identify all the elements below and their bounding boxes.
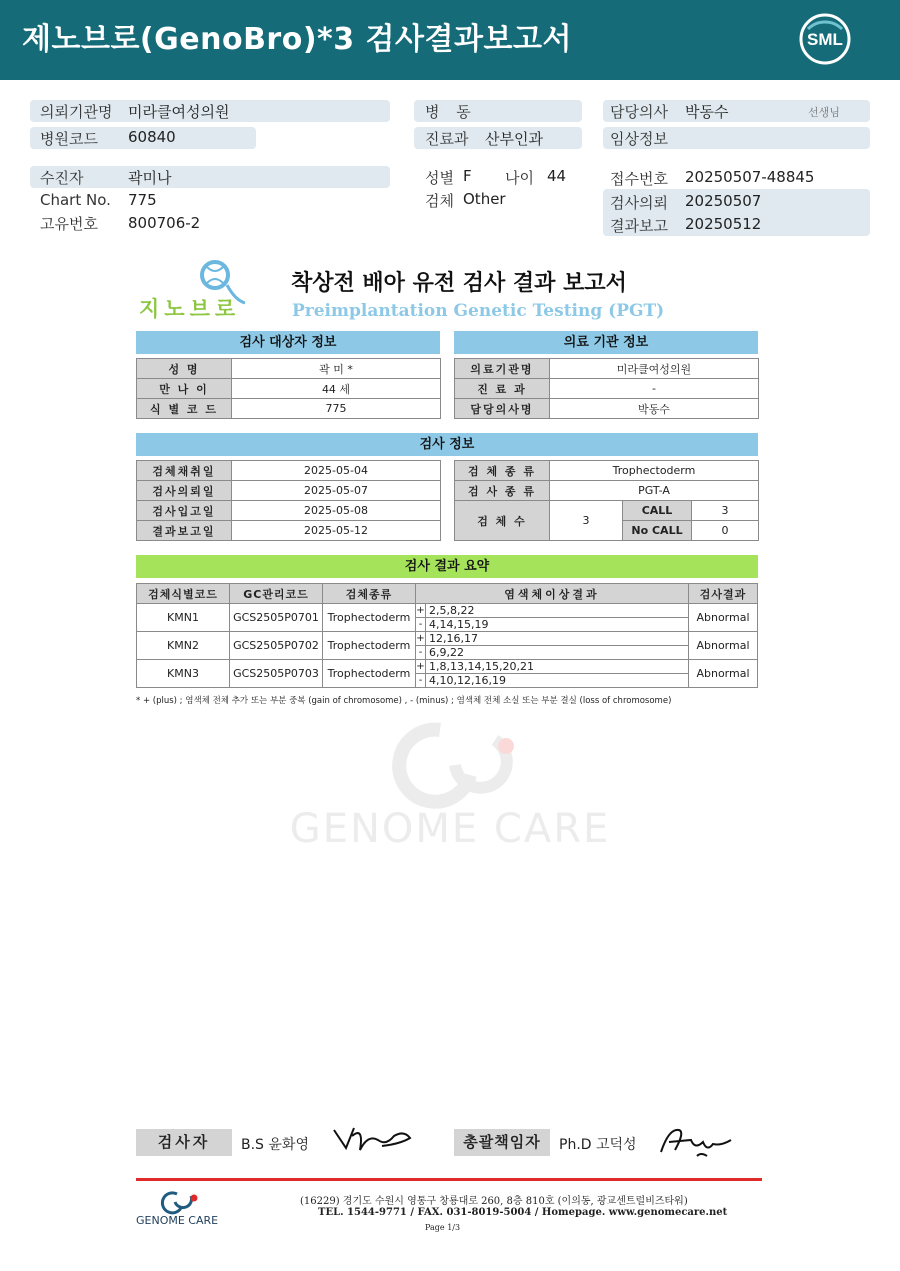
tester-signature (330, 1122, 415, 1157)
genobro-logo-text: 지노브로 (139, 297, 241, 321)
row2-type: Trophectoderm (323, 632, 416, 660)
page-title: 제노브로(GenoBro)*3 검사결과보고서 (22, 22, 572, 57)
watermark-text: GENOME CARE (289, 806, 611, 852)
test-dates-table (136, 460, 441, 541)
col-specimen-type: 검체종류 (323, 584, 416, 604)
age-value: 44 (547, 167, 567, 185)
unique-no-label: 고유번호 (40, 215, 98, 233)
subject-id-row (137, 399, 441, 419)
dept-label: 진료과 (425, 130, 469, 148)
summary-header: 검사 결과 요약 (136, 555, 758, 578)
dept-value: 산부인과 (485, 130, 543, 148)
row3-gc: GCS2505P0703 (230, 660, 323, 688)
watermark-logo (370, 710, 530, 810)
specimen-type-row (455, 461, 759, 481)
page-number: Page 1/3 (425, 1223, 461, 1232)
report-date-row (137, 521, 441, 541)
specimen-value: Other (463, 190, 506, 208)
col-gc-code: GC관리코드 (230, 584, 323, 604)
received-label: 검사입고일 (137, 501, 232, 521)
doctor-value: 박동수 (685, 103, 729, 121)
minus-sign: - (416, 674, 426, 688)
call-row (455, 501, 759, 521)
chart-no-label: Chart No. (40, 191, 111, 209)
inst-name-value: 미라클여성의원 (550, 359, 759, 379)
report-date-label: 결과보고일 (137, 521, 232, 541)
subject-name-label: 성 명 (137, 359, 232, 379)
subject-table (136, 358, 441, 419)
row2-id: KMN2 (137, 632, 230, 660)
call-label: CALL (623, 501, 692, 521)
ward-label: 병 동 (425, 103, 477, 121)
chief-signature (655, 1122, 735, 1160)
patient-label: 수진자 (40, 169, 84, 187)
result-report-value: 20250512 (685, 215, 762, 233)
nocall-label: No CALL (623, 521, 692, 541)
sml-logo-text: SML (807, 30, 843, 49)
count-value: 3 (550, 501, 623, 541)
report-date-value: 2025-05-12 (232, 521, 441, 541)
test-specimen-table (454, 460, 759, 541)
row2-gc: GCS2505P0702 (230, 632, 323, 660)
nocall-value: 0 (692, 521, 759, 541)
test-header: 검사 정보 (136, 433, 758, 456)
row1-gc: GCS2505P0701 (230, 604, 323, 632)
table-row (137, 604, 758, 618)
specimen-label: 검체 (425, 192, 454, 210)
clinical-label: 임상정보 (610, 130, 668, 148)
chief-name: Ph.D 고덕성 (559, 1137, 637, 1153)
sex-value: F (463, 167, 472, 185)
row1-type: Trophectoderm (323, 604, 416, 632)
subject-name-value: 곽 미 * (232, 359, 441, 379)
collect-row (137, 461, 441, 481)
inst-dept-label: 진 료 과 (455, 379, 550, 399)
subject-age-row (137, 379, 441, 399)
institution-value: 미라클여성의원 (128, 103, 230, 121)
chief-label: 총괄책임자 (454, 1129, 550, 1156)
doctor-label: 담당의사 (610, 103, 668, 121)
chart-no-value: 775 (128, 191, 157, 209)
subject-age-label: 만 나 이 (137, 379, 232, 399)
subject-header: 검사 대상자 정보 (136, 331, 440, 354)
specimen-type-value: Trophectoderm (550, 461, 759, 481)
sml-logo (798, 12, 852, 66)
genome-care-logo-text: GENOME CARE (136, 1214, 219, 1227)
request-label: 검사의뢰 (610, 194, 668, 212)
plus-sign: + (416, 633, 425, 644)
institution-header: 의료 기관 정보 (454, 331, 758, 354)
col-result: 검사결과 (689, 584, 758, 604)
hospital-code-label: 병원코드 (40, 130, 98, 148)
test-type-value: PGT-A (550, 481, 759, 501)
plus-sign: + (416, 661, 425, 672)
receipt-value: 20250507-48845 (685, 168, 815, 186)
count-label: 검 체 수 (455, 501, 550, 541)
institution-table (454, 358, 759, 419)
row1-plus: 2,5,8,22 (426, 604, 689, 618)
received-row (137, 501, 441, 521)
tester-label: 검사자 (136, 1129, 232, 1156)
row1-minus: 4,14,15,19 (426, 618, 689, 632)
subject-id-label: 식 별 코 드 (137, 399, 232, 419)
report-title-en: Preimplantation Genetic Testing (PGT) (292, 301, 665, 321)
subject-name-row (137, 359, 441, 379)
unique-no-value: 800706-2 (128, 214, 201, 232)
request-row (137, 481, 441, 501)
inst-dept-value: - (550, 379, 759, 399)
collect-label: 검체채취일 (137, 461, 232, 481)
row3-type: Trophectoderm (323, 660, 416, 688)
footer-divider (136, 1178, 762, 1181)
minus-sign: - (416, 646, 426, 660)
received-value: 2025-05-08 (232, 501, 441, 521)
genome-care-logo (157, 1188, 201, 1216)
row3-plus: 1,8,13,14,15,20,21 (426, 660, 689, 674)
inst-name-row (455, 359, 759, 379)
inst-doctor-value: 박동수 (550, 399, 759, 419)
plus-sign: + (416, 605, 425, 616)
hospital-code-value: 60840 (128, 128, 176, 146)
row1-result: Abnormal (689, 604, 758, 632)
row2-result: Abnormal (689, 632, 758, 660)
test-type-row (455, 481, 759, 501)
summary-header-row (137, 584, 758, 604)
collect-value: 2025-05-04 (232, 461, 441, 481)
institution-label: 의뢰기관명 (40, 103, 113, 121)
footnote: * + (plus) ; 염색체 전체 추가 또는 부분 중복 (gain of chromosome) , - (minus) ; 염색체 전체 소실 또는 부분 결실 (loss of chromosome) (136, 696, 672, 706)
age-label: 나이 (505, 169, 534, 187)
row3-id: KMN3 (137, 660, 230, 688)
col-specimen-id: 검체식별코드 (137, 584, 230, 604)
row1-id: KMN1 (137, 604, 230, 632)
test-request-label: 검사의뢰일 (137, 481, 232, 501)
test-request-value: 2025-05-07 (232, 481, 441, 501)
result-report-label: 결과보고 (610, 217, 668, 235)
subject-age-value: 44 세 (232, 379, 441, 399)
inst-dept-row (455, 379, 759, 399)
table-row (137, 660, 758, 674)
footer-contact: TEL. 1544-9771 / FAX. 031-8019-5004 / Homepage. www.genomecare.net (318, 1207, 728, 1218)
row2-minus: 6,9,22 (426, 646, 689, 660)
sex-label: 성별 (425, 169, 454, 187)
report-title-ko: 착상전 배아 유전 검사 결과 보고서 (291, 271, 627, 296)
footer-address: (16229) 경기도 수원시 영통구 창룡대로 260, 8층 810호 (이의동, 광교센트럴비즈타워) (300, 1196, 688, 1207)
specimen-type-label: 검 체 종 류 (455, 461, 550, 481)
patient-value: 곽미나 (128, 169, 172, 187)
row3-result: Abnormal (689, 660, 758, 688)
tester-name: B.S 윤화영 (241, 1137, 309, 1153)
call-value: 3 (692, 501, 759, 521)
doctor-suffix: 선생님 (808, 106, 840, 119)
request-value: 20250507 (685, 192, 762, 210)
minus-sign: - (416, 618, 426, 632)
inst-doctor-row (455, 399, 759, 419)
row3-minus: 4,10,12,16,19 (426, 674, 689, 688)
col-chromosome-result: 염색체이상결과 (416, 584, 689, 604)
patient-row (30, 166, 390, 188)
test-type-label: 검 사 종 류 (455, 481, 550, 501)
inst-doctor-label: 담당의사명 (455, 399, 550, 419)
table-row (137, 632, 758, 646)
row2-plus: 12,16,17 (426, 632, 689, 646)
receipt-label: 접수번호 (610, 170, 668, 188)
inst-name-label: 의료기관명 (455, 359, 550, 379)
subject-id-value: 775 (232, 399, 441, 419)
summary-table (136, 583, 758, 688)
